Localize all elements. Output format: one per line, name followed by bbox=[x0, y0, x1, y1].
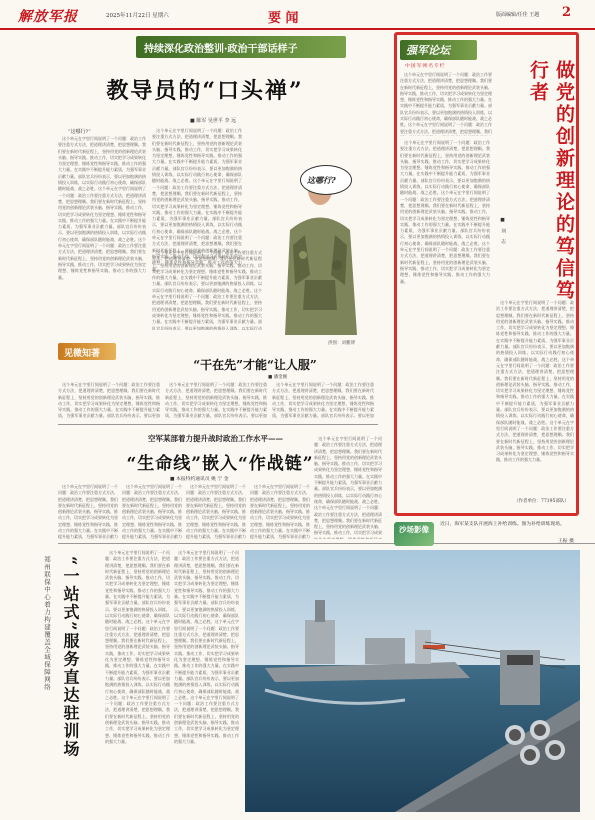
photo-news-label-box bbox=[394, 522, 434, 546]
column-banner bbox=[136, 36, 346, 58]
jianwei-body-col1 bbox=[58, 382, 160, 418]
jianwei-body-col2 bbox=[165, 382, 267, 418]
jianwei-title: “干在先”才能“让人服” bbox=[193, 358, 317, 372]
section-title: 要 闻 bbox=[268, 11, 299, 26]
jianwei-body-col3 bbox=[272, 382, 374, 418]
section-divider bbox=[58, 424, 378, 425]
article2-body-col1 bbox=[58, 484, 118, 539]
forum-title: 做党的创新理论的笃信笃行者 bbox=[527, 60, 575, 302]
forum-body-col2 bbox=[496, 300, 574, 495]
article2-body-col5 bbox=[314, 436, 382, 539]
jianwei-label-box bbox=[58, 343, 116, 360]
article2-body-col4b bbox=[250, 484, 310, 539]
article2-body-col2 bbox=[122, 484, 182, 539]
forum-body-intro bbox=[400, 72, 492, 136]
forum-logo-sub: 中国军网名专栏 bbox=[405, 64, 446, 69]
jianwei-label: 见微知著 bbox=[64, 349, 101, 359]
article2-byline: ■ 本报特约通讯员 姚 宁 金 bbox=[170, 477, 229, 482]
article1-body-col1 bbox=[58, 136, 146, 331]
article3-side-text: 郑州联保中心着力构建覆盖全域保障网络 bbox=[43, 556, 51, 691]
page-editor: 版面编辑/任佳 王越 bbox=[496, 12, 540, 18]
article2-kicker: 空军某部着力提升战时政治工作水平—— bbox=[148, 434, 283, 443]
article1-byline: ■ 陈军 吴世平 李 远 bbox=[190, 118, 237, 124]
jianwei-byline: ■ 潘金刚 bbox=[268, 375, 288, 380]
forum-author: ■ 刘 志 bbox=[500, 218, 505, 246]
ship-photo bbox=[245, 550, 580, 812]
ship-replenishment-image bbox=[245, 550, 580, 812]
photo-news-label: 沙场影像 bbox=[399, 525, 429, 534]
forum-source: （作者单位：77195部队） bbox=[514, 499, 569, 504]
speech-bubble bbox=[300, 165, 352, 195]
article1-body-col3b bbox=[152, 250, 262, 330]
article2-body-col3 bbox=[186, 484, 246, 539]
lower-divider bbox=[58, 543, 595, 544]
forum-logo-box bbox=[400, 40, 477, 60]
article2-title: “生命线”嵌入“作战链” bbox=[126, 454, 314, 474]
photo-news-caption: 近日，海军某支队开展海上补给训练。图为补给训练现场。 bbox=[440, 522, 565, 527]
photo-news-credit: 王振 摄 bbox=[558, 539, 574, 544]
article3-body-col2 bbox=[174, 550, 239, 812]
forum-body-col1 bbox=[400, 140, 490, 510]
speech-bubble-text: 这哪行? bbox=[307, 175, 336, 185]
article3-body-col1 bbox=[105, 550, 170, 812]
article3-title: “一站式”服务直达驻训场 bbox=[61, 556, 80, 759]
masthead-date: 2025年11月22日 星期六 bbox=[106, 13, 169, 19]
page-number: 2 bbox=[562, 5, 572, 20]
masthead-logo: 解放军报 bbox=[18, 9, 78, 25]
column-banner-title: 持续深化政治整训·政治干部话样子 bbox=[144, 44, 298, 55]
article1-lead: “这哪行?” bbox=[68, 129, 91, 135]
forum-logo: 强军论坛 bbox=[406, 44, 450, 57]
article1-title: 教导员的“口头禅” bbox=[106, 78, 304, 104]
masthead bbox=[0, 0, 595, 30]
photo-caption: 供图：刘鹏博 bbox=[328, 341, 355, 346]
